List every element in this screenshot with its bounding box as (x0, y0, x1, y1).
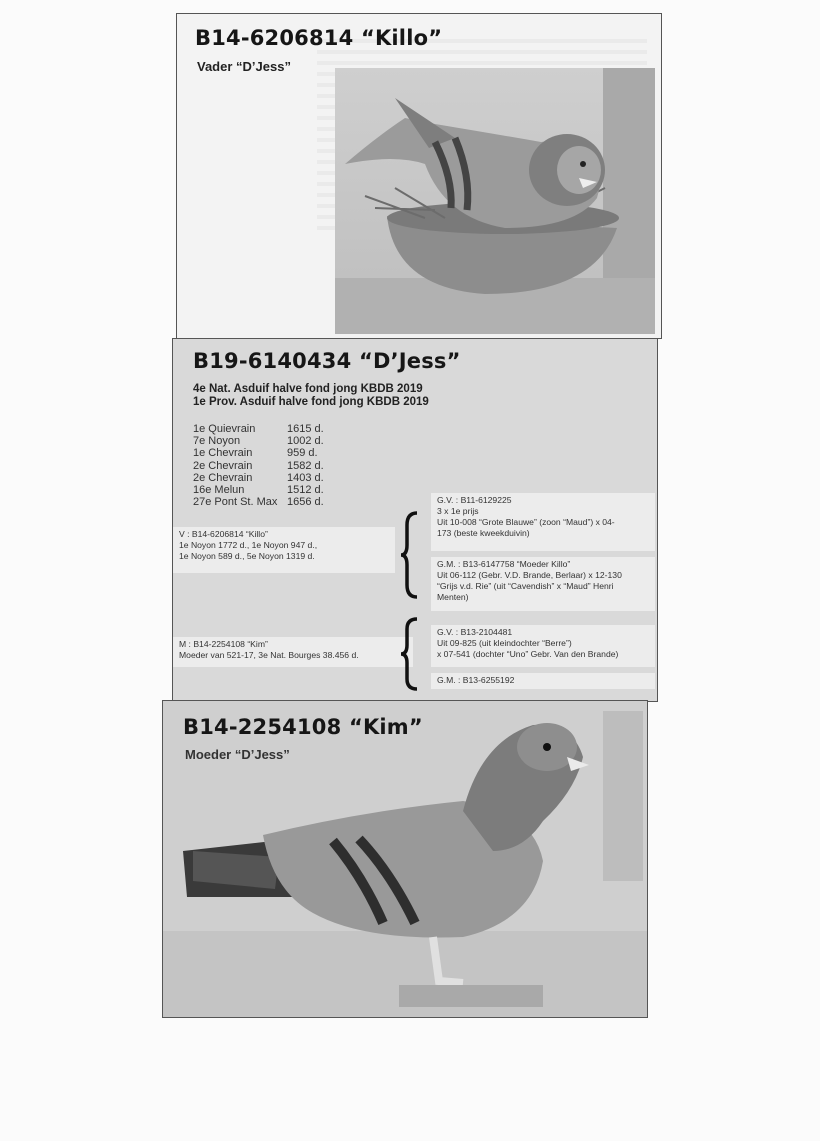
gv-father-box (431, 493, 655, 551)
result-row (193, 484, 324, 496)
result-race: 7e Noyon (193, 435, 241, 448)
brace-father-icon (399, 511, 421, 599)
gv-mother-line: x 07-541 (dochter “Uno” Gebr. Van den Brande) (437, 649, 619, 659)
gm-father-head: G.M. : B13-6147758 “Moeder Killo” (437, 559, 571, 569)
result-race: 1e Chevrain (193, 447, 253, 460)
result-race: 2e Chevrain (193, 459, 253, 472)
honors-list (193, 383, 429, 409)
result-row (193, 496, 324, 508)
honor-line: 1e Prov. Asduif halve fond jong KBDB 2019 (193, 396, 429, 408)
father-line: 1e Noyon 1772 d., 1e Noyon 947 d., (179, 540, 318, 550)
gv-father-line: 173 (beste kweekduivin) (437, 528, 530, 538)
pigeon-on-nest-image (335, 68, 655, 334)
mother-line: Moeder van 521-17, 3e Nat. Bourges 38.456 d. (179, 650, 359, 660)
result-birds: 959 d. (287, 447, 318, 460)
djess-card (172, 338, 658, 702)
kim-subtitle: Moeder “D’Jess” (185, 747, 290, 762)
gv-mother-box (431, 625, 655, 667)
kim-card (162, 700, 648, 1018)
gv-mother-head: G.V. : B13-2104481 (437, 627, 513, 637)
gm-father-line: “Grijs v.d. Rie” (uit “Cavendish” x “Maud” Henri (437, 581, 614, 591)
gm-father-box (431, 557, 655, 611)
father-line: 1e Noyon 589 d., 5e Noyon 1319 d. (179, 551, 315, 561)
pigeon-standing-image (163, 701, 648, 1018)
result-race: 27e Pont St. Max (193, 496, 278, 509)
gm-father-line: Uit 06-112 (Gebr. V.D. Brande, Berlaar) x 12-130 (437, 570, 622, 580)
mother-box (173, 637, 413, 667)
father-head: V : B14-6206814 “Killo” (179, 529, 268, 539)
gm-mother-box (431, 673, 655, 689)
result-row (193, 472, 324, 484)
result-row (193, 447, 324, 459)
gv-father-line: Uit 10-008 “Grote Blauwe” (zoon “Maud”) x 04- (437, 517, 615, 527)
kim-title: B14-2254108 “Kim” (183, 715, 423, 739)
gm-father-line: Menten) (437, 592, 469, 602)
result-birds: 1582 d. (287, 459, 324, 472)
results-list (193, 423, 324, 508)
result-row (193, 423, 324, 435)
killo-subtitle: Vader “D’Jess” (197, 59, 291, 74)
result-birds: 1656 d. (287, 496, 324, 509)
result-race: 2e Chevrain (193, 471, 253, 484)
gv-father-head: G.V. : B11-6129225 (437, 495, 512, 505)
djess-title: B19-6140434 “D’Jess” (193, 349, 461, 373)
result-race: 1e Quievrain (193, 423, 256, 435)
result-row (193, 460, 324, 472)
honor-line: 4e Nat. Asduif halve fond jong KBDB 2019 (193, 383, 423, 395)
brace-mother-icon (399, 617, 421, 691)
result-birds: 1403 d. (287, 471, 324, 484)
father-box (173, 527, 395, 573)
result-birds: 1512 d. (287, 484, 324, 497)
gv-mother-line: Uit 09-825 (uit kleindochter “Berre”) (437, 638, 572, 648)
mother-head: M : B14-2254108 “Kim” (179, 639, 268, 649)
killo-photo (335, 68, 655, 334)
result-birds: 1002 d. (287, 435, 324, 448)
gm-mother-head: G.M. : B13-6255192 (437, 675, 515, 685)
killo-card (176, 13, 662, 339)
gv-father-line: 3 x 1e prijs (437, 506, 479, 516)
result-birds: 1615 d. (287, 423, 324, 435)
result-row (193, 435, 324, 447)
killo-title: B14-6206814 “Killo” (195, 26, 443, 50)
result-race: 16e Melun (193, 484, 245, 497)
